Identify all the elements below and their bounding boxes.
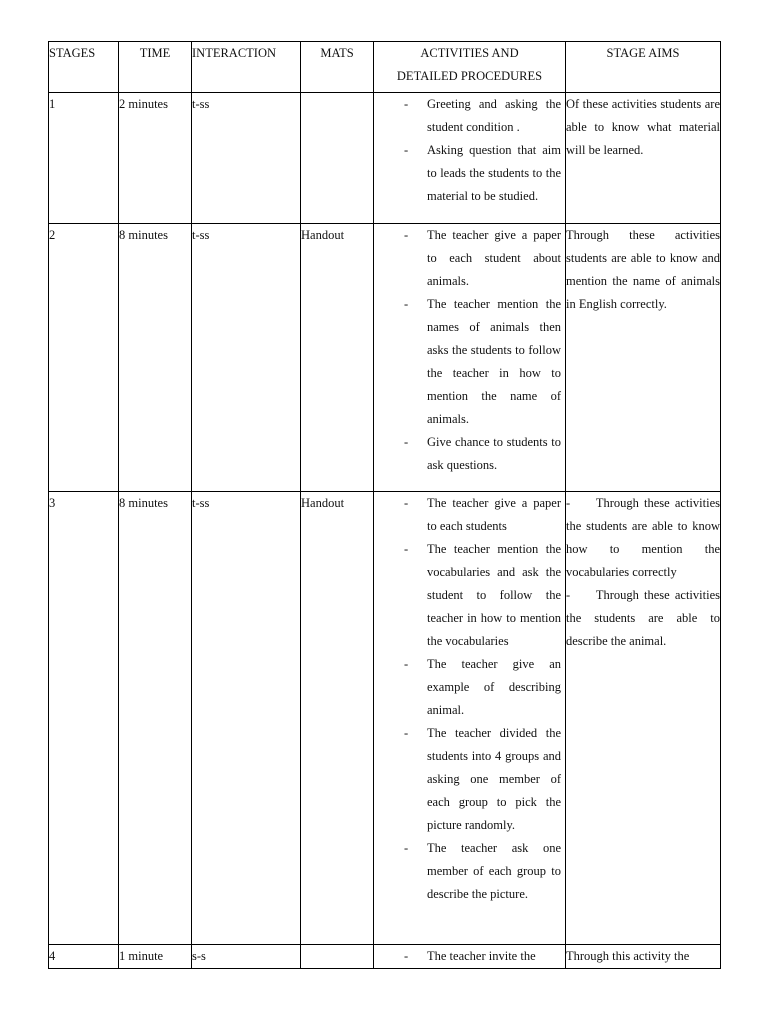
lesson-plan-table: [48, 41, 721, 969]
header-activities-line2: DETAILED PROCEDURES: [396, 69, 543, 83]
mats-cell: Handout: [301, 492, 374, 945]
aims-cell: [566, 224, 721, 492]
table-row: [49, 93, 721, 224]
interaction-cell: t-ss: [192, 224, 301, 492]
activities-list: [374, 492, 565, 906]
mats-cell: [301, 945, 374, 969]
interaction-cell: s-s: [192, 945, 301, 969]
mats-cell: Handout: [301, 224, 374, 492]
aims-cell: [566, 492, 721, 945]
activity-item: - The teacher give a paper to each student about animals.: [374, 224, 565, 293]
activity-item: - The teacher give a paper to each students: [374, 492, 565, 538]
activities-cell: [374, 224, 566, 492]
header-aims: STAGE AIMS: [566, 42, 721, 93]
activities-list: [374, 224, 565, 477]
header-interaction: INTERACTION: [192, 42, 301, 93]
aim-paragraph: - Through these activities the students are able to know how to mention the vocabularies correctly: [566, 496, 720, 579]
aims-cell: [566, 93, 721, 224]
activity-item: - Give chance to students to ask questions.: [374, 431, 565, 477]
aim-paragraph: Of these activities students are able to know what material will be learned.: [566, 97, 720, 157]
aim-paragraph: Through this activity the: [566, 949, 690, 963]
header-row: [49, 42, 721, 93]
time-cell: 8 minutes: [119, 224, 192, 492]
activity-item: - The teacher invite the: [374, 945, 565, 968]
header-time: TIME: [119, 42, 192, 93]
stage-cell: 3: [49, 492, 119, 945]
activities-list: [374, 93, 565, 208]
aim-paragraph: - Through these activities the students are able to describe the animal.: [566, 588, 720, 648]
stage-cell: 1: [49, 93, 119, 224]
activities-list: [374, 945, 565, 968]
mats-cell: [301, 93, 374, 224]
header-activities: [374, 42, 566, 93]
activity-item: - The teacher give an example of describing animal.: [374, 653, 565, 722]
activity-item: - Asking question that aim to leads the students to the material to be studied.: [374, 139, 565, 208]
header-stages: STAGES: [49, 42, 119, 93]
time-cell: 1 minute: [119, 945, 192, 969]
interaction-cell: t-ss: [192, 93, 301, 224]
interaction-cell: t-ss: [192, 492, 301, 945]
activity-item: - The teacher mention the vocabularies and ask the student to follow the teacher in how to mention the vocabularies: [374, 538, 565, 653]
table-row: [49, 945, 721, 969]
time-cell: 2 minutes: [119, 93, 192, 224]
activity-item: - The teacher divided the students into 4 groups and asking one member of each group to pick the picture randomly.: [374, 722, 565, 837]
aims-cell: [566, 945, 721, 969]
aim-paragraph: Through these activities students are able to know and mention the name of animals in English correctly.: [566, 228, 720, 311]
activity-item: - The teacher mention the names of animals then asks the students to follow the teacher in how to mention the name of animals.: [374, 293, 565, 431]
activities-cell: [374, 492, 566, 945]
table-row: [49, 492, 721, 945]
activities-cell: [374, 945, 566, 969]
activity-item: - The teacher ask one member of each group to describe the picture.: [374, 837, 565, 906]
activity-item: - Greeting and asking the student condition .: [374, 93, 565, 139]
table-row: [49, 224, 721, 492]
header-mats: MATS: [301, 42, 374, 93]
stage-cell: 4: [49, 945, 119, 969]
time-cell: 8 minutes: [119, 492, 192, 945]
stage-cell: 2: [49, 224, 119, 492]
activities-cell: [374, 93, 566, 224]
header-activities-line1: ACTIVITIES AND: [420, 46, 519, 60]
